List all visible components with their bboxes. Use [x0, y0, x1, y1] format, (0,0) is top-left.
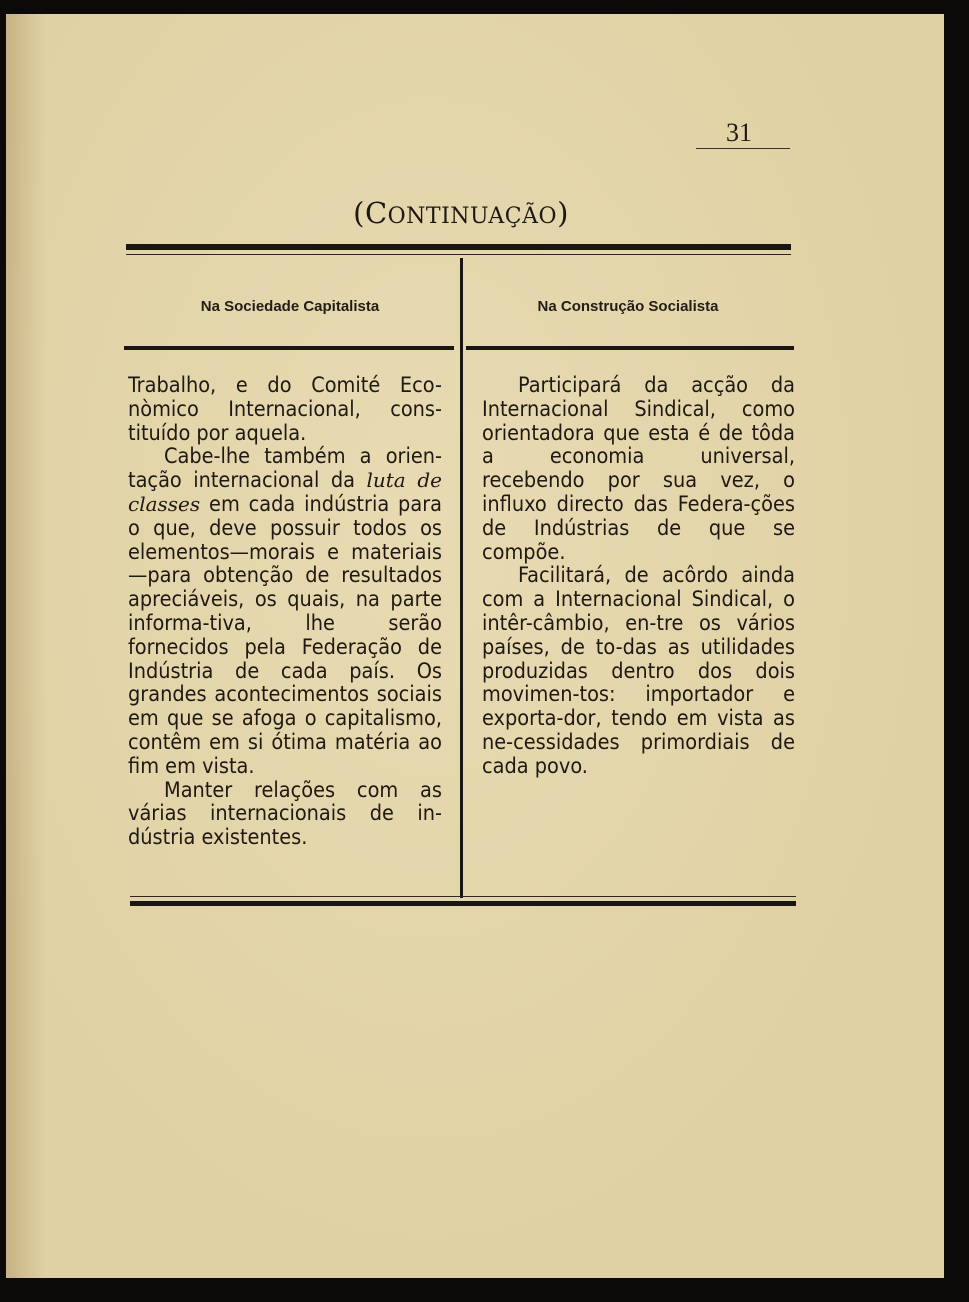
right-column-header: Na Construção Socialista	[537, 298, 719, 315]
left-paragraph-3-text: Manter relações com as várias internacionais de in-dústria existentes.	[128, 777, 442, 851]
left-paragraph-2-emphasis: luta de classes	[128, 468, 442, 516]
heading-open-paren: (	[353, 196, 365, 230]
heading-close-paren: )	[557, 196, 569, 230]
left-column-text	[128, 374, 442, 850]
right-paragraph-2: Facilitará, de acôrdo ainda com a Internacional Sindical, o intêr-câmbio, en-tre os vários países, de to-das as utilidades produzidas dentro dos dois movimen-tos: importador e exporta-dor, tendo em vista as ne-cessidades primordiais de cada povo.	[482, 563, 795, 779]
top-rule-thick	[126, 244, 791, 250]
right-paragraph-1: Participará da acção da Internacional Sindical, como orientadora que esta é de tôda a economia universal, recebendo por sua vez, o influxo directo das Federa-ções de Indústrias de que se compõe.	[482, 373, 795, 565]
bottom-rule-thin	[130, 896, 796, 897]
column-divider	[460, 258, 463, 898]
right-header-rule	[466, 346, 794, 350]
left-column-header: Na Sociedade Capitalista	[200, 298, 380, 315]
left-paragraph-2-text-a: Cabe-lhe também a orien-tação internacional da	[128, 444, 442, 494]
section-heading	[126, 196, 796, 230]
heading-first-letter: C	[364, 196, 388, 230]
left-paragraph-2	[128, 445, 442, 778]
heading-small-caps: ONTINUAÇÃO	[387, 204, 558, 229]
right-column-text	[482, 374, 795, 779]
left-header-rule	[124, 346, 454, 350]
left-paragraph-2-text-b: em cada indústria para o que, deve possuir todos os elementos—morais e materiais—para obtenção de resultados apreciáveis, os quais, na parte informa-tiva, lhe serão fornecidos pela Federação de Indústria de cada país. Os grandes acontecimentos sociais em que se afoga o capitalismo, contêm em si ótima matéria ao fim em vista.	[128, 491, 442, 779]
left-paragraph-1	[128, 374, 442, 445]
bottom-rule-thick	[130, 901, 796, 906]
left-paragraph-3	[128, 779, 442, 850]
page-number-underline	[696, 148, 790, 149]
top-rule-thin	[126, 254, 791, 255]
left-paragraph-1-text: Trabalho, e do Comité Eco-nòmico Internacional, cons-tituído por aquela.	[128, 373, 442, 446]
book-page	[6, 14, 944, 1278]
page-number: 31	[726, 118, 752, 147]
